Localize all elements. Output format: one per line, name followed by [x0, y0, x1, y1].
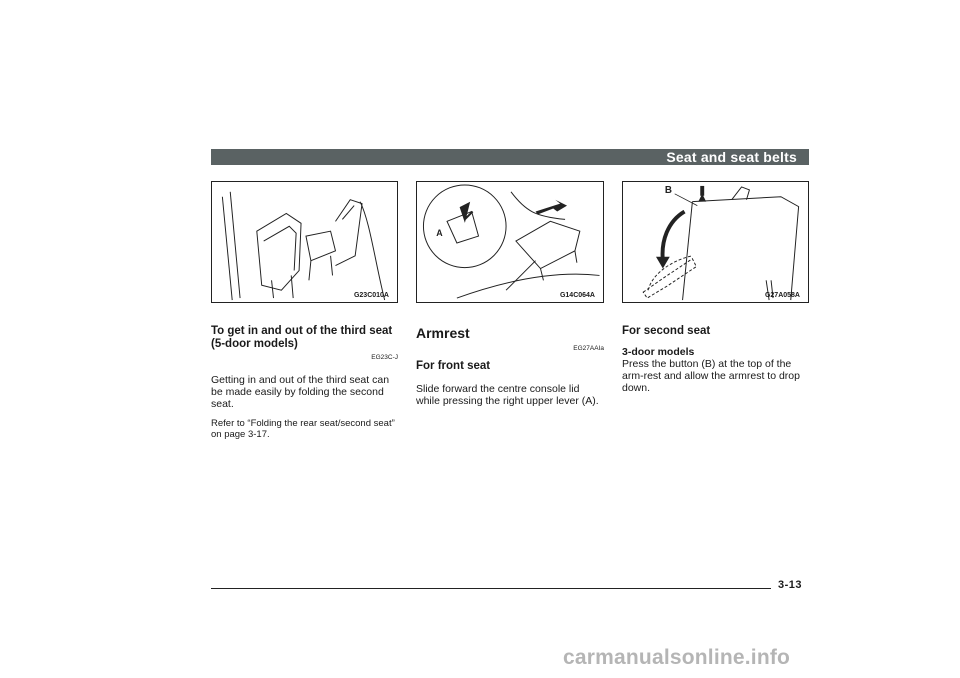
column-second-seat: [622, 325, 809, 394]
subheading-3-door: 3-door models: [622, 346, 695, 358]
figure-code: G14C064A: [559, 292, 595, 299]
label-b: B: [664, 184, 672, 196]
body-front-seat: Slide forward the centre console lid while pressing the right upper lever (A).: [416, 383, 599, 407]
figure-code: G27A058A: [764, 292, 800, 299]
figure-third-seat-access: [211, 181, 398, 303]
figure-second-armrest: [622, 181, 809, 303]
label-a: A: [436, 228, 443, 239]
figure-code: G23C010A: [353, 292, 389, 299]
footer-rule: [211, 588, 771, 589]
column-armrest: [416, 325, 604, 407]
subheading-front-seat: For front seat: [416, 360, 491, 372]
watermark: carmanualsonline.info: [563, 646, 791, 669]
figure-front-armrest: [416, 181, 604, 303]
console-illustration: [417, 182, 603, 302]
body-second-seat: Press the button (B) at the top of the arm-rest and allow the armrest to drop down.: [622, 358, 800, 394]
heading-third-seat: To get in and out of the third seat (5-door models): [211, 325, 393, 350]
heading-second-seat: For second seat: [622, 325, 711, 337]
seat-illustration: [212, 182, 397, 302]
section-title: Seat and seat belts: [666, 149, 797, 165]
body-third-seat: Getting in and out of the third seat can be made easily by folding the second seat.: [211, 374, 390, 410]
page-number: 3-13: [778, 579, 803, 591]
ref-code: EG23C-J: [371, 354, 398, 361]
column-third-seat: [211, 325, 398, 440]
ref-code: EG27AAIa: [573, 345, 604, 352]
heading-armrest: Armrest: [416, 325, 470, 341]
note-third-seat: Refer to “Folding the rear seat/second seat” on page 3-17.: [211, 418, 395, 440]
section-header: [211, 149, 809, 165]
rear-seat-illustration: [623, 182, 808, 302]
